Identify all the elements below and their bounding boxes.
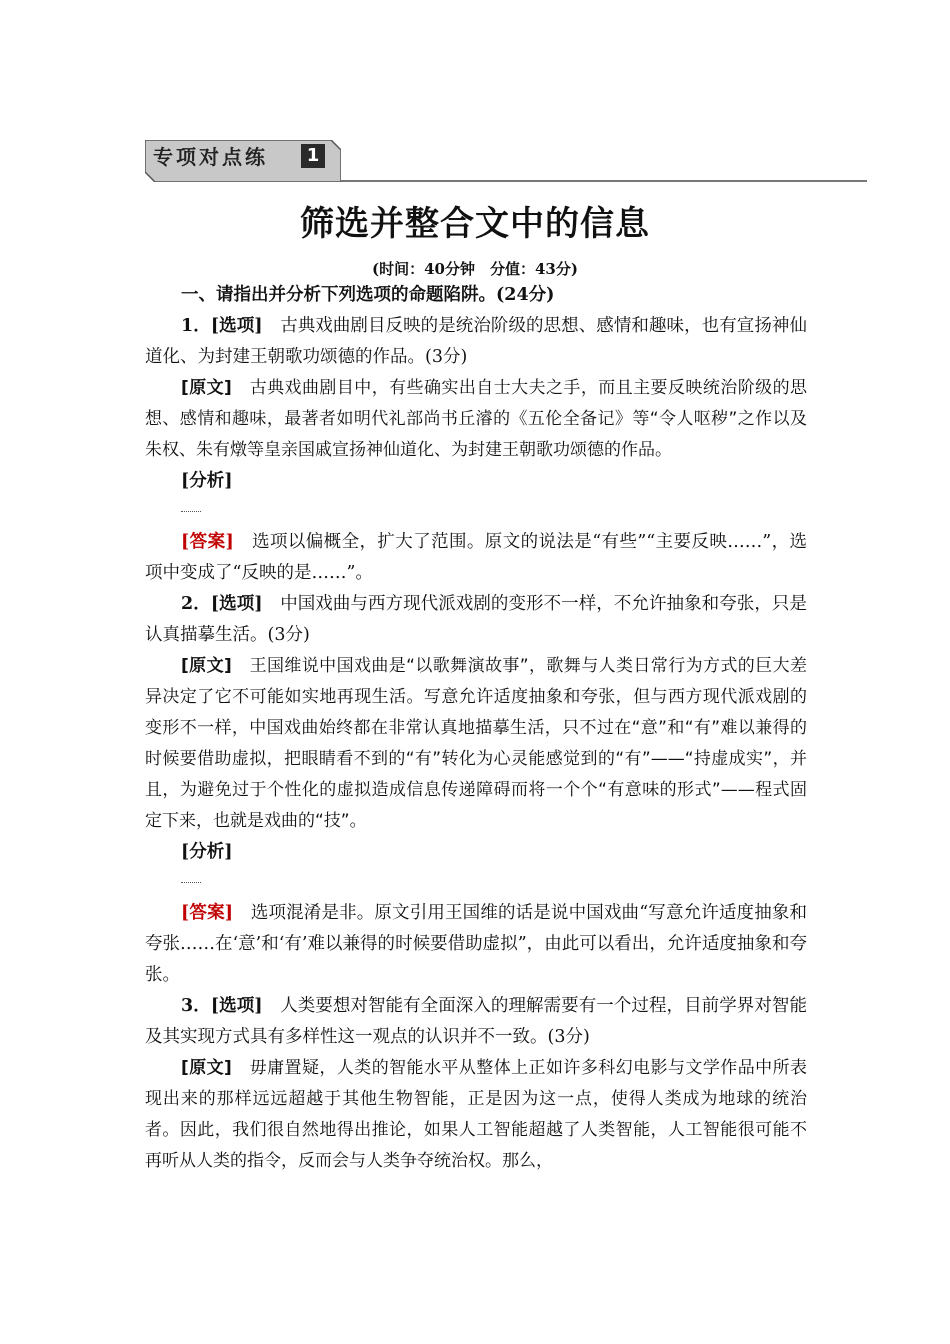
q3-original-text: 毋庸置疑，人类的智能水平从整体上正如许多科幻电影与文学作品中所表现出来的那样远远超越于其他生物智能，正是因为这一点，使得人类成为地球的统治者。因此，我们很自然地得出推论，如果人工智能超越了人类智能，人工智能很可能不再听从人类的指令，反而会与人类争夺统治权。那么， bbox=[145, 1058, 807, 1171]
q1-analysis-label: [分析] bbox=[181, 471, 233, 491]
q1-original bbox=[145, 373, 807, 466]
q1-answer-label: [答案] bbox=[181, 532, 234, 552]
q3-option-label: [选项] bbox=[210, 996, 263, 1016]
q3-option-text: 人类要想对智能有全面深入的理解需要有一个过程，目前学界对智能及其实现方式具有多样性这一观点的认识并不一致。(3分) bbox=[145, 996, 807, 1047]
section-header bbox=[145, 134, 867, 184]
page-subtitle: (时间：40分钟 分值：43分) bbox=[372, 260, 578, 278]
q2-answer-blank bbox=[145, 868, 807, 898]
q1-answer-text: 选项以偏概全，扩大了范围。原文的说法是“有些”“主要反映……”，选项中变成了“反映的是……”。 bbox=[145, 532, 807, 583]
section-heading: 一、请指出并分析下列选项的命题陷阱。(24分) bbox=[181, 285, 555, 305]
q2-original-text: 王国维说中国戏曲是“以歌舞演故事”，歌舞与人类日常行为方式的巨大差异决定了它不可能如实地再现生活。写意允许适度抽象和夸张，但与西方现代派戏剧的变形不一样，中国戏曲始终都在非常认真地描摹生活，只不过在“意”和“有”难以兼得的时候要借助虚拟，把眼睛看不到的“有”转化为心灵能感觉到的“有”——“持虚成实”，并且，为避免过于个性化的虚拟造成信息传递障碍而将一个个“有意味的形式”——程式固定下来，也就是戏曲的“技”。 bbox=[145, 656, 807, 831]
q1-option-label: [选项] bbox=[210, 316, 263, 336]
q1-original-text: 古典戏曲剧目中，有些确实出自士大夫之手，而且主要反映统治阶级的思想、感情和趣味，最著者如明代礼部尚书丘濬的《五伦全备记》等“令人呕秽”之作以及朱权、朱有燉等皇亲国戚宣扬神仙道化、为封建王朝歌功颂德的作品。 bbox=[145, 378, 807, 460]
q2-answer bbox=[145, 898, 807, 991]
q2-original bbox=[145, 651, 807, 837]
content bbox=[145, 280, 807, 1177]
q1-option bbox=[145, 311, 807, 373]
q2-answer-text: 选项混淆是非。原文引用王国维的话是说中国戏曲“写意允许适度抽象和夸张……在‘意’和‘有’难以兼得的时候要借助虚拟”，由此可以看出，允许适度抽象和夸张。 bbox=[145, 903, 808, 985]
q2-option-label: [选项] bbox=[210, 594, 263, 614]
q2-answer-label: [答案] bbox=[181, 903, 234, 923]
q1-option-text: 古典戏曲剧目反映的是统治阶级的思想、感情和趣味，也有宣扬神仙道化、为封建王朝歌功颂德的作品。(3分) bbox=[145, 316, 807, 367]
page-title: 筛选并整合文中的信息 bbox=[300, 204, 650, 244]
q3-original bbox=[145, 1053, 807, 1177]
badge-number: 1 bbox=[301, 144, 325, 168]
q3-num: 3． bbox=[181, 996, 211, 1016]
q2-option-text: 中国戏曲与西方现代派戏剧的变形不一样，不允许抽象和夸张，只是认真描摹生活。(3分) bbox=[145, 594, 807, 645]
q1-answer-blank bbox=[145, 497, 807, 527]
q1-answer bbox=[145, 527, 807, 589]
q3-option bbox=[145, 991, 807, 1053]
q1-num: 1． bbox=[181, 316, 211, 336]
q2-option bbox=[145, 589, 807, 651]
q1-original-label: [原文] bbox=[181, 378, 232, 398]
header-rule bbox=[341, 180, 867, 182]
q3-original-label: [原文] bbox=[181, 1058, 232, 1078]
q2-num: 2． bbox=[181, 594, 211, 614]
q2-analysis-label: [分析] bbox=[181, 842, 233, 862]
q2-original-label: [原文] bbox=[181, 656, 232, 676]
badge-label: 专项对点练 bbox=[153, 145, 268, 169]
